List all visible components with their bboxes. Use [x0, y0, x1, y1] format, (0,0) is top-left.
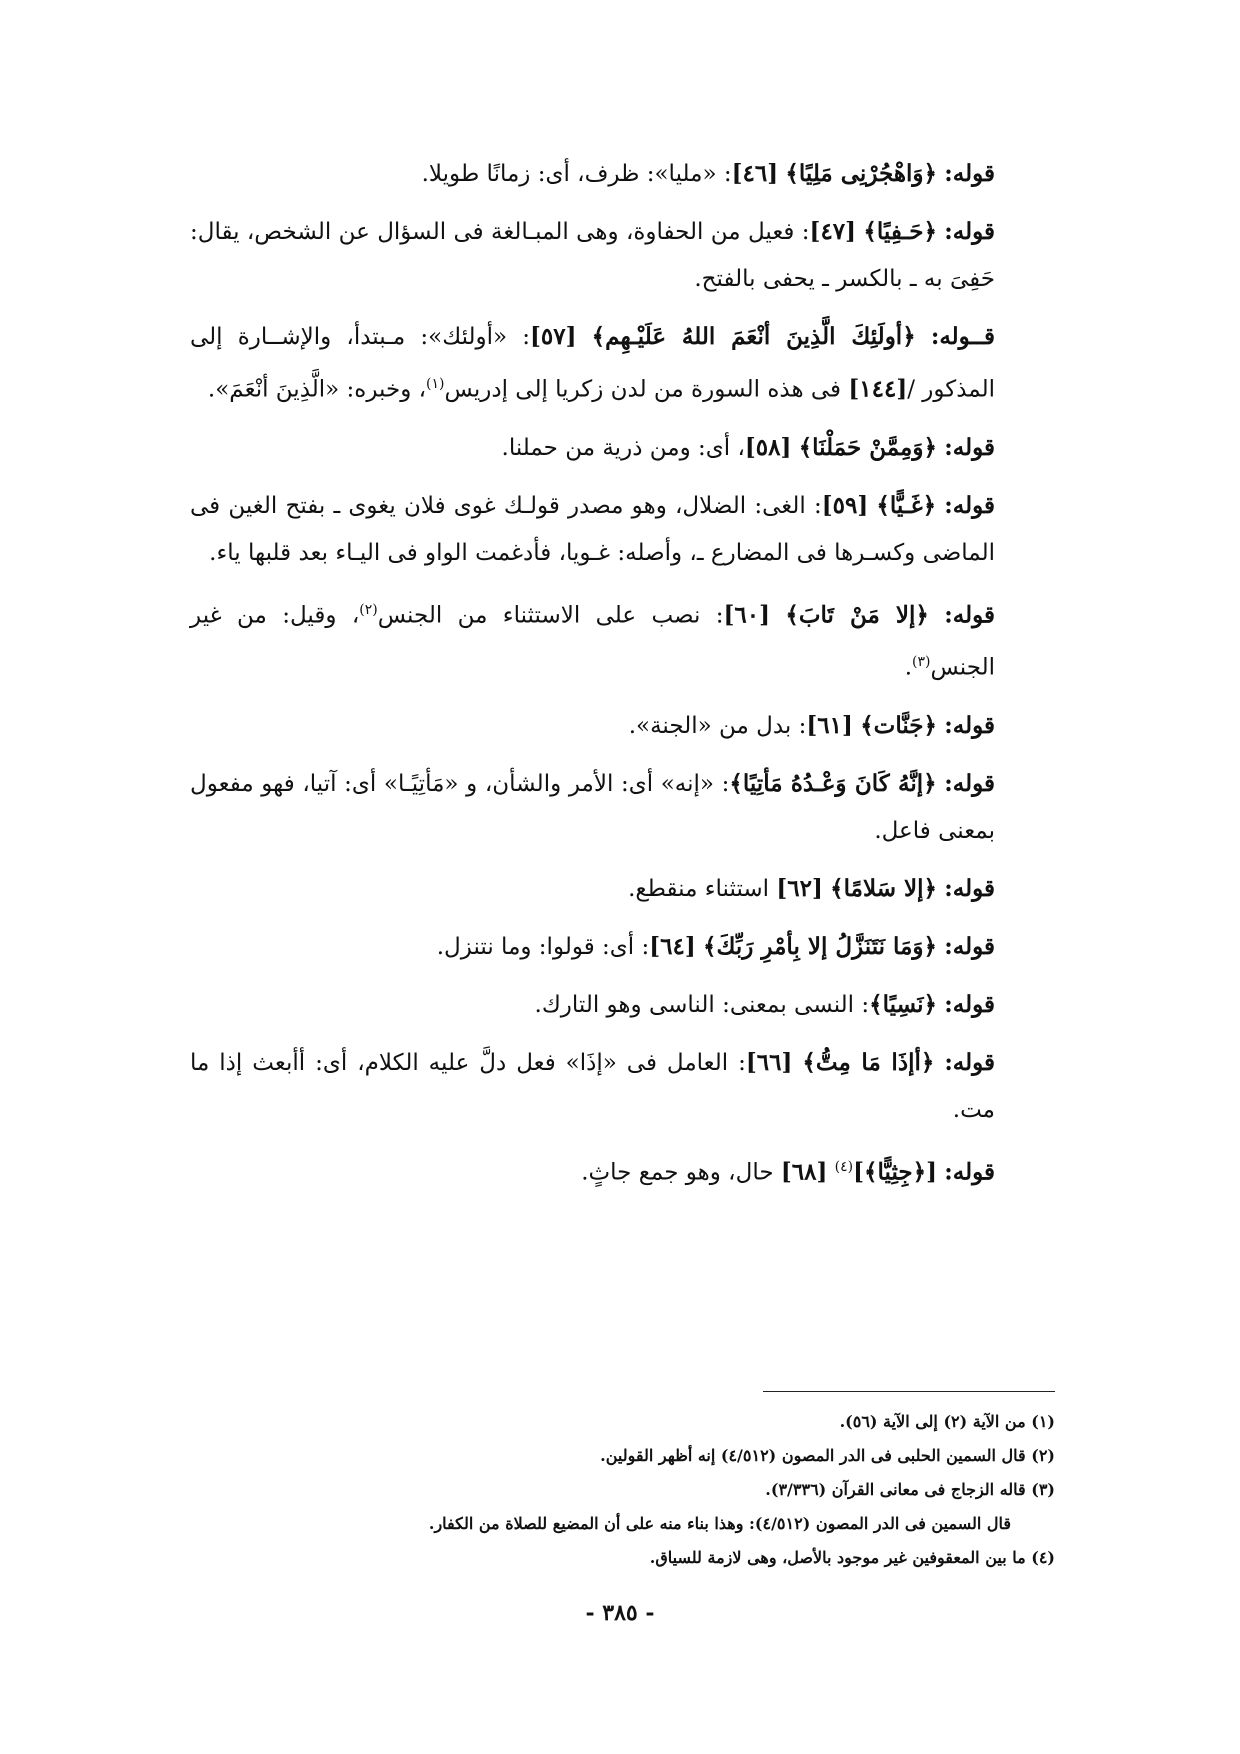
- entry-60: [190, 587, 1055, 692]
- verse-ref: [٦٢]: [776, 874, 823, 902]
- footnote-marker[interactable]: (٢): [359, 601, 378, 618]
- entry-keyword: قوله:: [944, 932, 995, 960]
- entry-keyword: قوله:: [944, 1048, 996, 1076]
- entry-47: [190, 208, 1055, 303]
- footnote-number: (٤): [1031, 1548, 1055, 1567]
- entry-66: [190, 1039, 1055, 1134]
- manuscript-folio-ref: [١٤٤]: [848, 375, 908, 403]
- footnotes: [190, 1405, 1055, 1575]
- main-text: [190, 150, 1055, 1207]
- entry-59: [190, 482, 1055, 577]
- entry-text: : بدل من «الجنة».: [628, 712, 807, 739]
- footnote-number: (١): [1031, 1412, 1055, 1431]
- quran-quote: [﴿جِثِيًّا﴾]: [853, 1158, 937, 1186]
- quran-quote: ﴿وَاهْجُرْنِى مَلِيًا﴾: [785, 160, 937, 187]
- footnote-text: قاله الزجاج فى معانى القرآن (٣/٣٣٦).: [765, 1480, 1026, 1499]
- verse-ref: [٥٨]: [744, 433, 792, 461]
- page-number: - ٣٨٥ -: [585, 1600, 655, 1626]
- footnote-marker[interactable]: (٤): [834, 1158, 854, 1175]
- footnote-text: من الآية (٢) إلى الآية (٥٦).: [839, 1412, 1026, 1431]
- quran-quote: ﴿أولَئِكَ الَّذِينَ أنْعَمَ اللهُ عَلَيْـهِم﴾: [591, 323, 916, 350]
- entry-keyword: قوله:: [944, 711, 995, 739]
- quran-quote: ﴿وَمَا نَتَنَزَّلُ إلا بِأمْرِ رَبِّكَ﴾: [703, 932, 937, 960]
- entry-text: : أى: قولوا: وما نتنزل.: [436, 933, 650, 960]
- entry-text: : الغى: الضلال، وهو مصدر قولـك غوى فلان يغوى ـ بفتح الغين فى الماضى وكسـرها فى المضارع ـ، وأصله: غـويا، فأدغمت الواو فى اليـاء بعد قلبها ياء.: [190, 492, 995, 566]
- entry-keyword: قــوله:: [930, 323, 996, 350]
- entry-68: [190, 1144, 1055, 1197]
- entry-61b: [190, 760, 1055, 855]
- entry-keyword: قوله:: [944, 160, 995, 187]
- quran-quote: ﴿غَـيًّا﴾: [876, 491, 937, 519]
- verse-ref: [٥٧]: [530, 323, 577, 350]
- verse-ref: [٦٨]: [780, 1158, 828, 1186]
- footnote-number: (٣): [1031, 1480, 1055, 1499]
- footnote-marker[interactable]: (٣): [912, 654, 931, 671]
- quran-quote: ﴿وَمِمَّنْ حَمَلْنَا﴾: [798, 433, 937, 461]
- entry-text: : العامل فى «إذَا» فعل دلَّ عليه الكلام، أى: أأبعث إذا ما مت.: [190, 1049, 995, 1123]
- footnote-text: قال السمين الحلبى فى الدر المصون (٤/٥١٢) إنه أظهر القولين.: [600, 1446, 1026, 1465]
- entry-keyword: قوله:: [944, 601, 995, 629]
- entry-keyword: قوله:: [944, 990, 995, 1018]
- entry-58: [190, 424, 1055, 472]
- verse-ref: [٤٦]: [731, 160, 779, 187]
- entry-keyword: قوله:: [944, 1158, 995, 1186]
- footnote-divider: [763, 1391, 1055, 1392]
- verse-ref: [٦٠]: [723, 601, 771, 629]
- entry-keyword: قوله:: [944, 491, 995, 519]
- entry-keyword: قوله:: [944, 218, 996, 245]
- verse-ref: [٦١]: [806, 711, 853, 739]
- footnote-3-continued: [190, 1507, 1055, 1541]
- entry-text: : «إنه» أى: الأمر والشأن، و «مَأتِيًـا» أى: آتيا، فهو مفعول بمعنى فاعل.: [190, 770, 995, 844]
- footnote-text: قال السمين فى الدر المصون (٤/٥١٢): وهذا بناء منه على أن المضيع للصلاة من الكفار.: [428, 1514, 1011, 1533]
- footnote-marker[interactable]: (١): [426, 376, 445, 392]
- entry-64b: [190, 981, 1055, 1029]
- entry-text: .: [904, 654, 913, 681]
- entry-text: : نصب على الاستثناء من الجنس: [377, 602, 724, 629]
- footnote-3: [190, 1473, 1055, 1507]
- entry-keyword: قوله:: [944, 874, 995, 902]
- footnote-text: ما بين المعقوفين غير موجود بالأصل، وهى لازمة للسياق.: [649, 1548, 1026, 1567]
- entry-text: ، وخبره: «الَّذِينَ أنْعَمَ».: [207, 376, 427, 403]
- entry-61: [190, 702, 1055, 750]
- entry-64: [190, 923, 1055, 971]
- entry-text: استثناء منقطع.: [628, 875, 777, 902]
- entry-62: [190, 865, 1055, 913]
- entry-text: ، وقيل: من غير الجنس: [190, 602, 995, 681]
- entry-text: : النسى بمعنى: الناسى وهو التارك.: [534, 991, 870, 1018]
- verse-ref: [٦٤]: [649, 932, 696, 960]
- quran-quote: ﴿إنَّهُ كَانَ وَعْـدُهُ مَأتِيًا﴾: [729, 769, 937, 797]
- entry-text: ، أى: ومن ذرية من حملنا.: [501, 434, 745, 461]
- entry-57: [190, 313, 1055, 414]
- quran-quote: ﴿حَـفِيًا﴾: [863, 218, 937, 245]
- quran-quote: ﴿نَسِيًا﴾: [869, 990, 937, 1018]
- quran-quote: ﴿جَنَّات﴾: [860, 711, 937, 739]
- entry-keyword: قوله:: [944, 433, 995, 461]
- footnote-1: [190, 1405, 1055, 1439]
- entry-text: حال، وهو جمع جاثٍ.: [581, 1159, 781, 1186]
- entry-text: : فعيل من الحفاوة، وهى المبـالغة فى السؤال عن الشخص، يقال: حَفِىَ به ـ بالكسر ـ يحفى بالفتح.: [190, 219, 995, 292]
- footnote-4: [190, 1541, 1055, 1575]
- quran-quote: ﴿إلا سَلامًا﴾: [830, 874, 937, 902]
- entry-text: : «مليا»: ظرف، أى: زمانًا طويلا.: [421, 161, 732, 187]
- entry-text: : «أولئك»: مـبتدأ، والإشــارة إلى المذكور /: [190, 324, 995, 403]
- verse-ref: [٦٦]: [745, 1048, 793, 1076]
- entry-text: فى هذه السورة من لدن زكريا إلى إدريس: [444, 376, 849, 403]
- footnote-number: (٢): [1031, 1446, 1055, 1465]
- entry-keyword: قوله:: [944, 769, 995, 797]
- footnote-2: [190, 1439, 1055, 1473]
- entry-46: [190, 150, 1055, 198]
- verse-ref: [٥٩]: [821, 491, 869, 519]
- quran-quote: ﴿أإذَا مَا مِتُّ﴾: [802, 1048, 935, 1076]
- verse-ref: [٤٧]: [809, 218, 857, 245]
- quran-quote: ﴿إلا مَنْ تَابَ﴾: [785, 601, 929, 629]
